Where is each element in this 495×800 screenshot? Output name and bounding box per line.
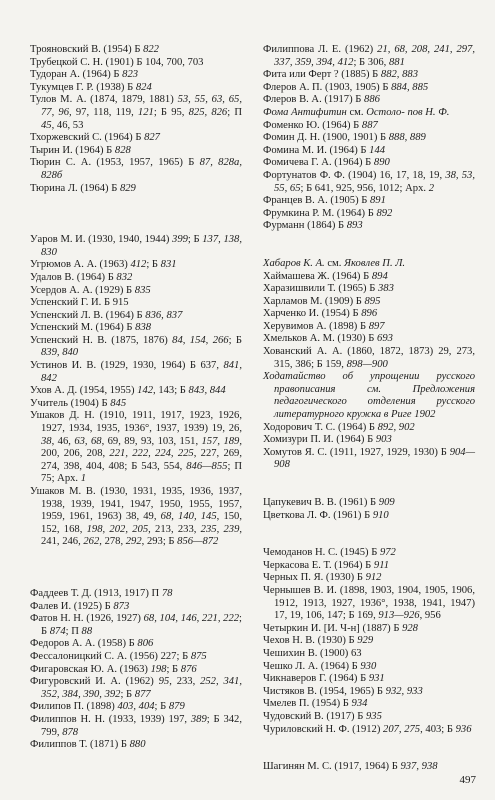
index-entry: Чикнаверов Г. (1964) Б 931 <box>263 673 385 685</box>
index-entry: Фигаровская Ю. А. (1963) 198; Б 876 <box>30 663 197 675</box>
index-entry: Хабаров К. А. см. Яковлев П. Л. <box>263 257 406 269</box>
index-entry: Ходорович Т. С. (1964) Б 892, 902 <box>263 421 415 433</box>
left-column <box>30 44 242 752</box>
index-entry: Успенский Н. В. (1875, 1876) 84, 154, 266; Б 839, 840 <box>30 334 242 359</box>
index-entry: Тюрина Л. (1964) Б 829 <box>30 182 136 194</box>
index-entry: Чехов Н. В. (1930) Б 929 <box>263 635 374 647</box>
index-entry: Фатов Н. Н. (1926, 1927) 68, 104, 146, 221, 222; Б 874; П 88 <box>30 613 242 637</box>
index-entry: Фрумкина Р. М. (1964) Б 892 <box>263 207 393 219</box>
index-entry: Фортунатов Ф. Ф. (1904) 16, 17, 18, 19, 38, 53, 55, 65; Б 641, 925, 956, 1012; Арх. 2 <box>263 169 475 194</box>
index-entry: Тулов М. А. (1874, 1879, 1881) 53, 55, 63, 65, 77, 96, 97, 118, 119, 121; Б 95, 825, 826; П 45, 46, 53 <box>30 94 243 131</box>
index-entry: Чуриловский Н. Ф. (1912) 207, 275, 403; Б 936 <box>263 723 472 735</box>
index-entry: Филиппов Т. (1871) Б 880 <box>30 739 146 751</box>
index-entry: Фомин Д. Н. (1900, 1901) Б 888, 889 <box>263 132 426 144</box>
index-entry: Тукумцев Г. Р. (1938) Б 824 <box>30 81 152 93</box>
index-entry: Чистяков В. (1954, 1965) Б 932, 933 <box>263 685 423 697</box>
index-entry: Фигуровский И. А. (1962) 95, 233, 252, 341, 352, 384, 390, 392; Б 877 <box>30 676 242 700</box>
index-entry: Флеров А. П. (1903, 1905) Б 884, 885 <box>263 81 429 93</box>
right-column <box>263 44 475 774</box>
index-entry: Чемоданов Н. С. (1945) Б 972 <box>263 547 396 559</box>
index-entry: Ходатайство об упрощении русского правописания см. Предложения педагогического отделения русского литературного кружка в Риге 1902 <box>263 371 475 421</box>
index-entry: Хомутов Я. С. (1911, 1927, 1929, 1930) Б 904—908 <box>263 446 475 471</box>
index-page <box>30 44 476 773</box>
index-entry: Тудоран А. (1964) Б 823 <box>30 69 139 81</box>
index-entry: Цветкова Л. Ф. (1961) Б 910 <box>263 509 389 521</box>
index-entry: Шагинян М. С. (1917, 1964) Б 937, 938 <box>263 761 438 773</box>
index-entry: Ушаков М. В. (1930, 1931, 1935, 1936, 1937, 1938, 1939, 1941, 1947, 1950, 1955, 1957, 1959, 1961, 1963) 38, 49, 68, 140, 145, 150, 152, 168, 198, 202, 205, 213, 233, 235, 239, 241, 246, 262, 278, 292, 293; Б 856—872 <box>30 486 243 548</box>
index-entry: Успенский М. (1964) Б 838 <box>30 322 152 334</box>
index-entry: Харазишвили Т. (1965) Б 383 <box>263 283 394 295</box>
index-entry: Фаддеев Т. Д. (1913, 1917) П 78 <box>30 587 173 599</box>
index-entry: Усердов А. А. (1929) Б 835 <box>30 284 151 296</box>
index-entry: Филиппова Л. Е. (1962) 21, 68, 208, 241, 297, 337, 359, 394, 412; Б 306, 881 <box>263 44 475 68</box>
index-entry: Удалов В. (1964) Б 832 <box>30 271 133 283</box>
index-entry: Францев В. А. (1905) Б 891 <box>263 195 386 207</box>
index-entry: Федоров А. А. (1958) Б 806 <box>30 638 154 650</box>
index-entry: Уаров М. И. (1930, 1940, 1944) 399; Б 137, 138, 830 <box>30 234 242 258</box>
index-entry: Харламов М. (1909) Б 895 <box>263 295 381 307</box>
index-entry: Тырин И. (1964) Б 828 <box>30 144 131 156</box>
index-entry: Успенский Л. В. (1964) Б 836, 837 <box>30 309 183 321</box>
index-entry: Черных П. Я. (1930) Б 912 <box>263 572 382 584</box>
index-entry: Филиппов Н. Н. (1933, 1939) 197, 389; Б 342, 799, 878 <box>30 713 242 738</box>
index-entry: Устинов И. В. (1929, 1930, 1964) Б 637, 841, 842 <box>30 360 242 384</box>
index-entry: Фома Антифитин см. Остоло- пов Н. Ф. <box>263 106 450 118</box>
page-number: 497 <box>459 774 476 786</box>
index-entry: Фита или Ферт ? (1885) Б 882, 883 <box>263 69 418 81</box>
index-entry: Тхоржевский С. (1964) Б 827 <box>30 132 160 144</box>
index-entry: Хаймашева Ж. (1964) Б 894 <box>263 270 388 282</box>
index-entry: Учитель (1904) Б 845 <box>30 397 127 409</box>
index-entry: Фалев И. (1925) Б 873 <box>30 600 130 612</box>
index-entry: Филипов П. (1898) 403, 404; Б 879 <box>30 701 185 713</box>
index-entry: Ушаков Д. Н. (1910, 1911, 1917, 1923, 1926, 1927, 1934, 1935, 1936°, 1937, 1939) 19, 26, 38, 46, 63, 68, 69, 89, 93, 103, 151, 157, 189, 200, 206, 208, 221, 222, 224, 225, 227, 269, 274, 398, 404, 408; Б 543, 554, 846—855; П 75; Арх. 1 <box>30 410 242 485</box>
index-entry: Угрюмов А. А. (1963) 412; Б 831 <box>30 259 177 271</box>
index-entry: Цапукевич В. В. (1961) Б 909 <box>263 497 395 508</box>
index-entry: Четыркин И. [И. Ч-н] (1887) Б 928 <box>263 622 418 634</box>
index-entry: Хованский А. А. (1860, 1872, 1873) 29, 273, 315, 386; Б 159, 898—900 <box>263 346 475 370</box>
index-entry: Чернышев В. И. (1898, 1903, 1904, 1905, 1906, 1912, 1913, 1927, 1936°, 1938, 1941, 1947) 17, 19, 106, 147; Б 169, 913—926, 956 <box>263 584 475 622</box>
index-entry: Фурманн (1864) Б 893 <box>263 220 363 232</box>
index-entry: Чмелев П. (1954) Б 934 <box>263 698 368 710</box>
index-entry: Фомина М. И. (1964) Б 144 <box>263 144 386 156</box>
index-entry: Чешко Л. А. (1964) Б 930 <box>263 660 377 672</box>
index-entry: Успенский Г. И. Б 915 <box>30 297 129 309</box>
index-entry: Чудовский В. (1917) Б 935 <box>263 710 382 722</box>
index-entry: Хомизури П. И. (1964) Б 903 <box>263 434 392 446</box>
index-entry: Фессалоницкий С. А. (1956) 227; Б 875 <box>30 650 207 662</box>
index-entry: Трубецкой С. Н. (1901) Б 104, 700, 703 <box>30 56 204 68</box>
index-entry: Харченко И. (1954) Б 896 <box>263 308 378 320</box>
index-entry: Черкасова Е. Т. (1964) Б 911 <box>263 559 389 571</box>
index-entry: Флеров В. А. (1917) Б 886 <box>263 94 380 106</box>
index-entry: Ухов А. Д. (1954, 1955) 142, 143; Б 843, 844 <box>30 385 226 397</box>
index-entry: Тюрин С. А. (1953, 1957, 1965) Б 87, 828а, 828б <box>30 157 243 181</box>
index-entry: Херувимов А. (1898) Б 897 <box>263 320 385 332</box>
index-entry: Трояновский В. (1954) Б 822 <box>30 44 159 55</box>
index-entry: Фоменко Ю. (1964) Б 887 <box>263 119 378 131</box>
index-entry: Хмельков А. М. (1930) Б 693 <box>263 333 393 345</box>
index-entry: Фомичева Г. А. (1964) Б 890 <box>263 157 390 169</box>
index-entry: Чешихин В. (1900) 63 <box>263 647 362 659</box>
